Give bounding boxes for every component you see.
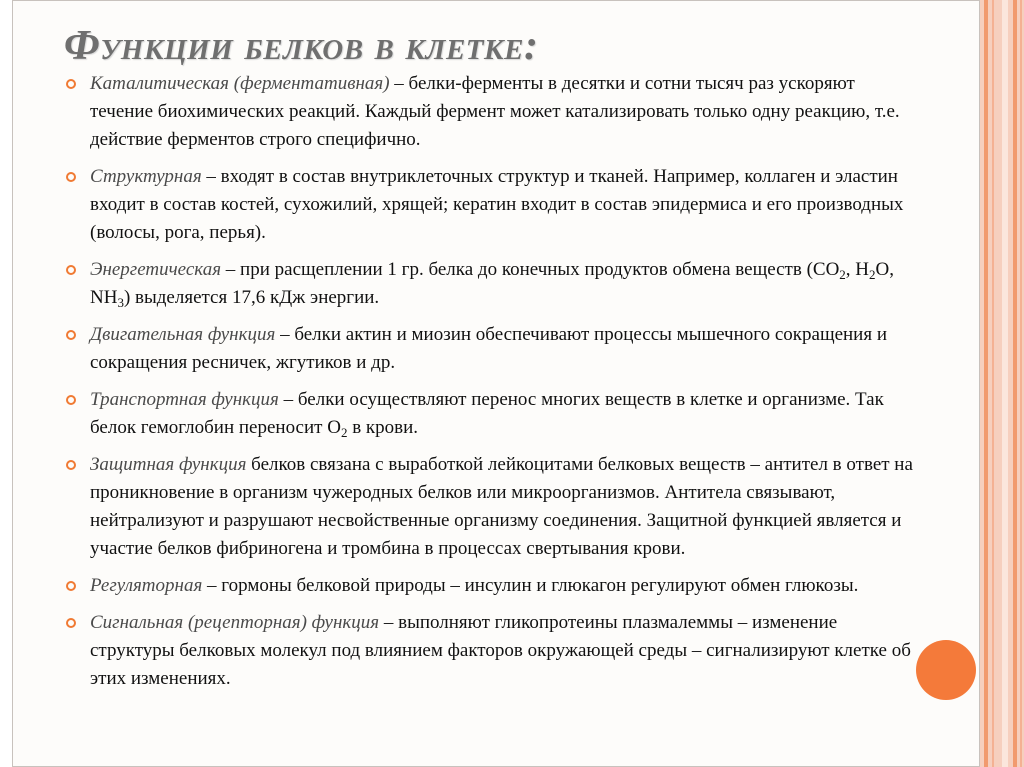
bullet-icon (66, 395, 76, 405)
item-text: – белки осуществляют перенос многих веществ в клетке и организме. Так белок гемоглобин переносит O (90, 389, 884, 438)
item-term: Структурная (90, 166, 202, 187)
item-text: – входят в состав внутриклеточных структур и тканей. Например, коллаген и эластин входит в состав костей, сухожилий, хрящей; кератин входит в состав эпидермиса и его производных (волосы, рога, перья). (90, 166, 904, 243)
item-term: Сигнальная (рецепторная) функция (90, 612, 380, 633)
item-term: Энергетическая (90, 259, 222, 280)
item-term: Транспортная функция (90, 389, 279, 410)
list-item-regulatory (66, 572, 916, 600)
list-item-catalytic (66, 70, 916, 154)
item-text: ) выделяется 17,6 кДж энергии. (123, 287, 380, 308)
item-term: Защитная функция (90, 454, 247, 475)
item-term: Каталитическая (ферментативная) (90, 73, 390, 94)
item-text: белков связана с выработкой лейкоцитами белковых веществ – антител в ответ на проникновение в организм чужеродных белков или микроорганизмов. Антитела связывают, нейтрализуют и разрушают несвойственные организму соединения. Защитной функцией является и участие белков фибриногена и тромбина в процессах свертывания крови. (90, 454, 913, 559)
list-item-motor (66, 321, 916, 377)
list-item-signal (66, 609, 916, 693)
bullet-icon (66, 581, 76, 591)
bullet-icon (66, 79, 76, 89)
item-text: – гормоны белковой природы – инсулин и глюкагон регулируют обмен глюкозы. (202, 575, 859, 596)
bullet-icon (66, 265, 76, 275)
list-item-structural (66, 163, 916, 247)
bullet-icon (66, 330, 76, 340)
slide-title: Функции белков в клетке: (64, 23, 539, 69)
item-text: O, NH (90, 259, 895, 308)
bullet-icon (66, 460, 76, 470)
item-text: – при расщеплении 1 гр. белка до конечных продуктов обмена веществ (CO (221, 259, 840, 280)
item-text: – белки актин и миозин обеспечивают процессы мышечного сокращения и сокращения ресничек, жгутиков и др. (90, 324, 888, 373)
item-term: Двигательная функция (90, 324, 276, 345)
item-text: в крови. (347, 417, 419, 438)
item-text: , H (845, 259, 870, 280)
decorative-circle (916, 640, 976, 700)
item-text: – выполняют гликопротеины плазмалеммы – изменение структуры белковых молекул под влиянием факторов окружающей среды – сигнализируют клетке об этих изменениях. (90, 612, 911, 689)
list-item-energy (66, 256, 916, 312)
subscript: 2 (869, 267, 876, 282)
subscript: 2 (839, 267, 846, 282)
subscript: 3 (117, 295, 124, 310)
list-item-protective (66, 451, 916, 563)
functions-list (66, 70, 916, 702)
item-text: – белки-ферменты в десятки и сотни тысяч раз ускоряют течение биохимических реакций. Каждый фермент может катализировать только одну реакцию, т.е. действие ферментов строго специфично. (90, 73, 900, 150)
decorative-stripes (980, 0, 1024, 767)
bullet-icon (66, 172, 76, 182)
list-item-transport (66, 386, 916, 442)
bullet-icon (66, 618, 76, 628)
subscript: 2 (340, 425, 348, 440)
item-term: Регуляторная (90, 575, 203, 596)
